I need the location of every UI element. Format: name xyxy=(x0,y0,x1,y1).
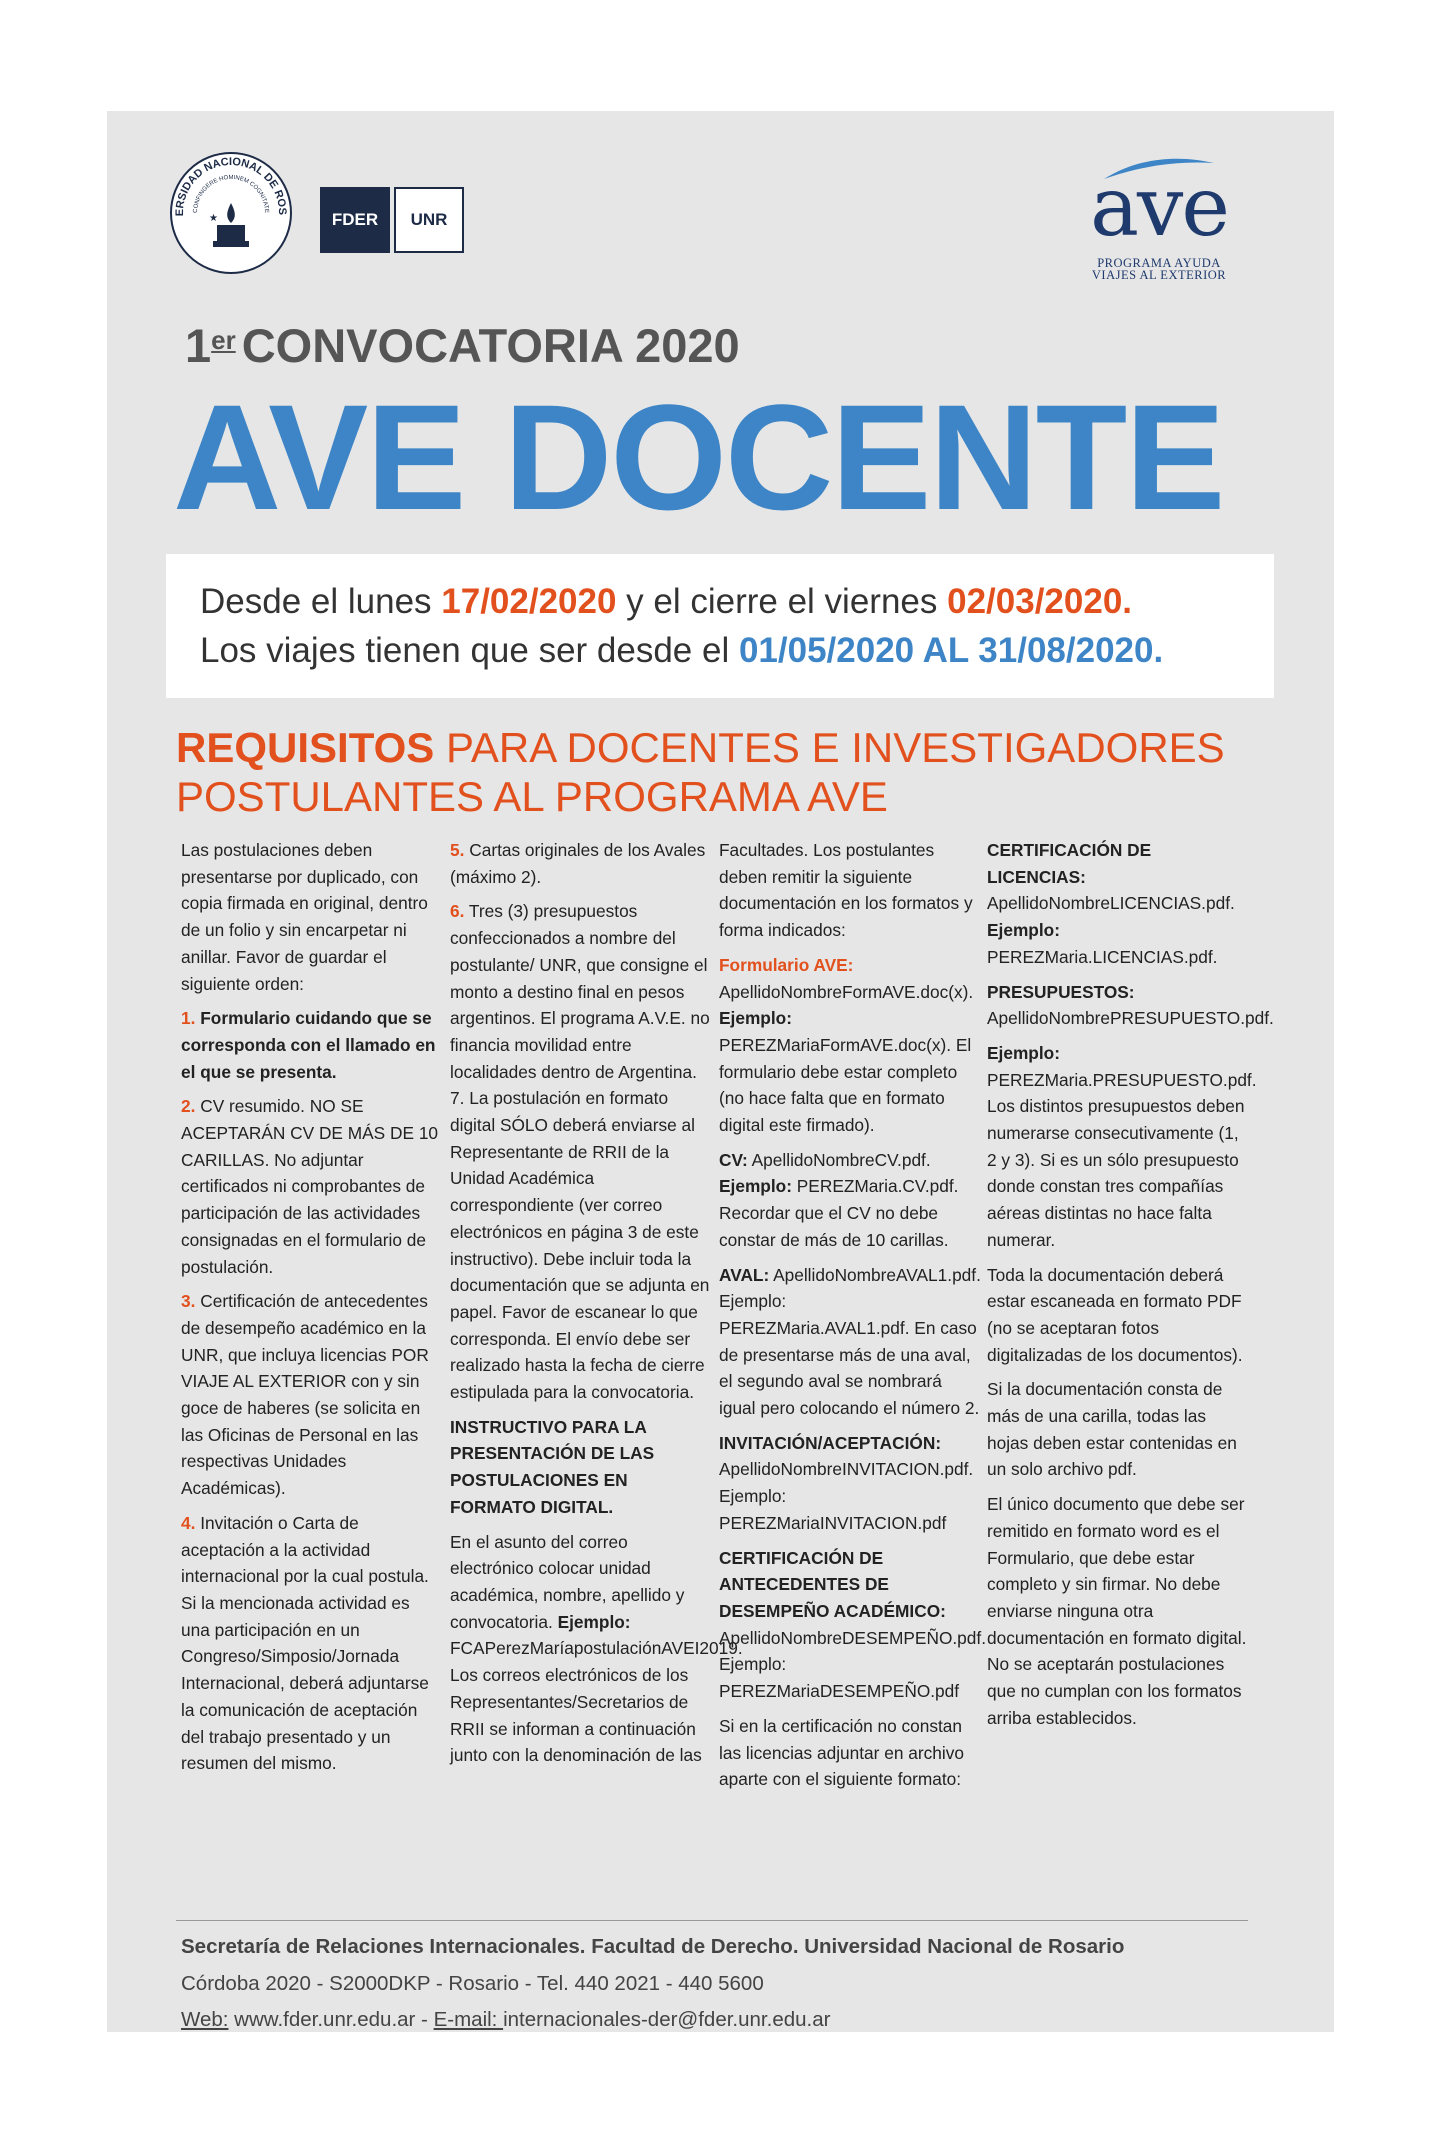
web-label: Web: xyxy=(181,2008,229,2031)
instructivo-text xyxy=(450,1529,743,1769)
format-text: ApellidoNombreFormAVE.doc(x). xyxy=(719,981,974,1002)
format-label: CERTIFICACIÓN DE LICENCIAS: xyxy=(987,840,1152,887)
format-certificacion xyxy=(719,1545,987,1705)
ave-logo xyxy=(1069,153,1249,283)
seal-text: ERSIDAD NACIONAL DE ROS xyxy=(173,155,289,217)
column-3 xyxy=(719,837,987,1801)
dates-line-2 xyxy=(200,629,1163,673)
item-text: Certificación de antecedentes de desempeño académico en la UNR, que incluya licencias POR VIAJE AL EXTERIOR con y sin goce de haberes (se solicita en las Oficinas de Personal en las respectivas Unidades Académicas). xyxy=(181,1291,429,1499)
format-label: INVITACIÓN/ACEPTACIÓN: xyxy=(719,1432,942,1453)
item-3 xyxy=(181,1288,443,1502)
format-invitacion xyxy=(719,1430,981,1537)
convocatoria-text: CONVOCATORIA 2020 xyxy=(241,319,740,372)
format-label: Formulario AVE: xyxy=(719,954,854,975)
item-4 xyxy=(181,1510,443,1777)
requisitos-heading xyxy=(176,723,1225,821)
item-num: 6. xyxy=(450,901,465,922)
requisitos-line-2: POSTULANTES AL PROGRAMA AVE xyxy=(176,773,888,820)
footer-contact xyxy=(181,2002,830,2038)
ave-sub-1: PROGRAMA AYUDA xyxy=(1097,256,1221,270)
ejemplo-label: Ejemplo: xyxy=(987,1042,1060,1063)
instructivo-title xyxy=(450,1414,712,1521)
ejemplo-label: Ejemplo: xyxy=(719,1176,792,1197)
requisitos-rest: PARA DOCENTES E INVESTIGADORES xyxy=(434,724,1225,771)
instructivo-title-text: INSTRUCTIVO PARA LA PRESENTACIÓN DE LAS POSTULACIONES EN FORMATO DIGITAL. xyxy=(450,1416,655,1517)
item-num: 3. xyxy=(181,1291,196,1312)
intro-paragraph: Las postulaciones deben presentarse por duplicado, con copia firmada en original, dentro de un folio y sin encarpetar ni anillar. Favor de guardar el siguiente orden: xyxy=(181,840,428,994)
format-aval xyxy=(719,1262,981,1422)
formats-intro: Facultades. Los postulantes deben remitir la siguiente documentación en los formatos y forma indicados: xyxy=(719,840,973,941)
column-1 xyxy=(181,837,443,1785)
unr-label: UNR xyxy=(394,187,464,253)
dates-line-1 xyxy=(200,580,1132,624)
dates-box xyxy=(166,554,1274,698)
email-link[interactable]: internacionales-der@fder.unr.edu.ar xyxy=(503,2008,831,2031)
ejemplo-label: Ejemplo: xyxy=(987,920,1060,941)
web-link[interactable]: www.fder.unr.edu.ar - xyxy=(228,2008,434,2031)
instr-text: FCAPerezMaríapostulaciónAVEI2019. Los correos electrónicos de los Representantes/Secretarios de RRII se informan a continuación junto con la denominación de las xyxy=(450,1638,743,1766)
format-presupuestos-ejemplo xyxy=(987,1040,1257,1254)
format-text: ApellidoNombreDESEMPEÑO.pdf. Ejemplo: PEREZMariaDESEMPEÑO.pdf xyxy=(719,1627,987,1702)
email-label: E-mail: xyxy=(433,2008,504,2031)
open-date: 17/02/2020 xyxy=(441,582,617,621)
note-word: El único documento que debe ser remitido en formato word es el Formulario, que debe estar completo y sin firmar. No debe enviarse ninguna otra documentación en formato digital. No se aceptarán postulaciones que no cumplan con los formatos arriba establecidos. xyxy=(987,1494,1247,1728)
format-label: CV: xyxy=(719,1149,748,1170)
format-formulario xyxy=(719,952,981,1139)
item-5 xyxy=(450,837,712,890)
format-label: PRESUPUESTOS: xyxy=(987,981,1135,1002)
seal-subtext: CONFINGERE HOMINEM COGNITATE xyxy=(192,174,270,214)
item-text: Formulario cuidando que se corresponda con el llamado en el que se presenta. xyxy=(181,1008,436,1082)
format-text: PEREZMaria.CV.pdf. Recordar que el CV no debe constar de más de 10 carillas. xyxy=(719,1176,959,1250)
dates-text: Desde el lunes xyxy=(200,582,442,621)
item-num: 4. xyxy=(181,1512,196,1533)
item-num: 1. xyxy=(181,1008,196,1029)
format-text: ApellidoNombrePRESUPUESTO.pdf. xyxy=(987,1008,1274,1029)
footer-address: Córdoba 2020 - S2000DKP - Rosario - Tel. 440 2021 - 440 5600 xyxy=(181,1972,764,1995)
instr-text: En el asunto del correo electrónico colocar unidad académica, nombre, apellido y convocatoria. xyxy=(450,1531,685,1632)
item-num: 5. xyxy=(450,840,465,860)
item-text: Invitación o Carta de aceptación a la actividad internacional por la cual postula. Si la mencionada actividad es una participación en un Congreso/Simposio/Jornada Internacional, deberá adjuntarse la comunicación de aceptación del trabajo presentado y un resumen del mismo. xyxy=(181,1512,429,1774)
convocatoria-heading xyxy=(185,316,740,376)
ejemplo-label: Ejemplo: xyxy=(557,1611,631,1632)
column-4 xyxy=(987,837,1274,1740)
item-num: 2. xyxy=(181,1096,196,1117)
fder-label: FDER xyxy=(320,187,390,253)
ave-word: ave xyxy=(1090,160,1228,255)
requisitos-bold: REQUISITOS xyxy=(176,724,435,771)
footer-institution: Secretaría de Relaciones Internacionales. Facultad de Derecho. Universidad Nacional de Rosario xyxy=(181,1935,1125,1958)
format-text: PEREZMaria.LICENCIAS.pdf. xyxy=(987,946,1218,967)
item-text: Cartas originales de los Avales (máximo 2). xyxy=(450,840,706,887)
ordinal-suffix: er xyxy=(211,325,236,355)
fder-unr-logo xyxy=(320,187,464,253)
format-presupuestos xyxy=(987,979,1274,1032)
ordinal: 1 xyxy=(185,319,212,372)
ejemplo-label: Ejemplo: xyxy=(719,1008,792,1029)
format-label: CERTIFICACIÓN DE ANTECEDENTES DE DESEMPEÑO ACADÉMICO: xyxy=(719,1547,946,1621)
unr-seal-logo xyxy=(169,151,293,275)
format-label: AVAL: xyxy=(719,1264,770,1285)
page-title: AVE DOCENTE xyxy=(173,373,1224,541)
format-text: ApellidoNombreLICENCIAS.pdf. xyxy=(987,893,1235,914)
dates-text: y el cierre el viernes xyxy=(616,582,948,621)
footer-divider xyxy=(176,1920,1248,1921)
certificacion-note: Si en la certificación no constan las licencias adjuntar en archivo aparte con el siguiente formato: xyxy=(719,1715,964,1790)
item-2 xyxy=(181,1093,443,1280)
ave-sub-2: VIAJES AL EXTERIOR xyxy=(1091,268,1227,282)
close-date: 02/03/2020. xyxy=(947,582,1133,621)
poster xyxy=(107,111,1334,2032)
dates-text: Los viajes tienen que ser desde el xyxy=(200,631,739,670)
item-text: Tres (3) presupuestos confeccionados a nombre del postulante/ UNR, que consigne el monto a destino final en pesos argentinos. El programa A.V.E. no financia movilidad entre localidades dentro de Argentina. 7. La postulación en formato digital SÓLO deberá enviarse al Representante de RRII de la Unidad Académica correspondiente (ver correo electrónicos en página 3 de este instructivo). Debe incluir toda la documentación que se adjunta en papel. Favor de escanear lo que corresponda. El envío debe ser realizado hasta la fecha de cierre estipulada para la convocatoria. xyxy=(450,901,710,1403)
format-text: PEREZMariaFormAVE.doc(x). El formulario debe estar completo (no hace falta que en formato digital este firmado). xyxy=(719,1034,972,1136)
note-pdf: Toda la documentación deberá estar escaneada en formato PDF (no se aceptaran fotos digitalizadas de los documentos). xyxy=(987,1264,1243,1365)
format-text: ApellidoNombreCV.pdf. xyxy=(747,1149,931,1170)
item-6 xyxy=(450,898,712,1405)
format-text: ApellidoNombreINVITACION.pdf. Ejemplo: PEREZMariaINVITACION.pdf xyxy=(719,1459,974,1533)
item-text: CV resumido. NO SE ACEPTARÁN CV DE MÁS DE 10 CARILLAS. No adjuntar certificados ni comprobantes de participación de las actividades consignadas en el formulario de postulación. xyxy=(181,1096,439,1277)
item-1 xyxy=(181,1005,443,1085)
format-cv xyxy=(719,1147,981,1254)
format-text: PEREZMaria.PRESUPUESTO.pdf. Los distintos presupuestos deben numerarse consecutivamente (1, 2 y 3). Si es un sólo presupuesto donde constan tres compañías aéreas distintas no hace falta numerar. xyxy=(987,1069,1257,1250)
svg-text:★: ★ xyxy=(209,213,218,224)
format-licencias xyxy=(987,837,1249,971)
format-text: ApellidoNombreAVAL1.pdf. Ejemplo: PEREZMaria.AVAL1.pdf. En caso de presentarse más de una aval, el segundo aval se nombrará igual pero colocando el número 2. xyxy=(719,1264,981,1419)
note-carillas: Si la documentación consta de más de una carilla, todas las hojas deben estar contenidas en un solo archivo pdf. xyxy=(987,1379,1237,1480)
travel-range: 01/05/2020 AL 31/08/2020. xyxy=(738,631,1164,670)
